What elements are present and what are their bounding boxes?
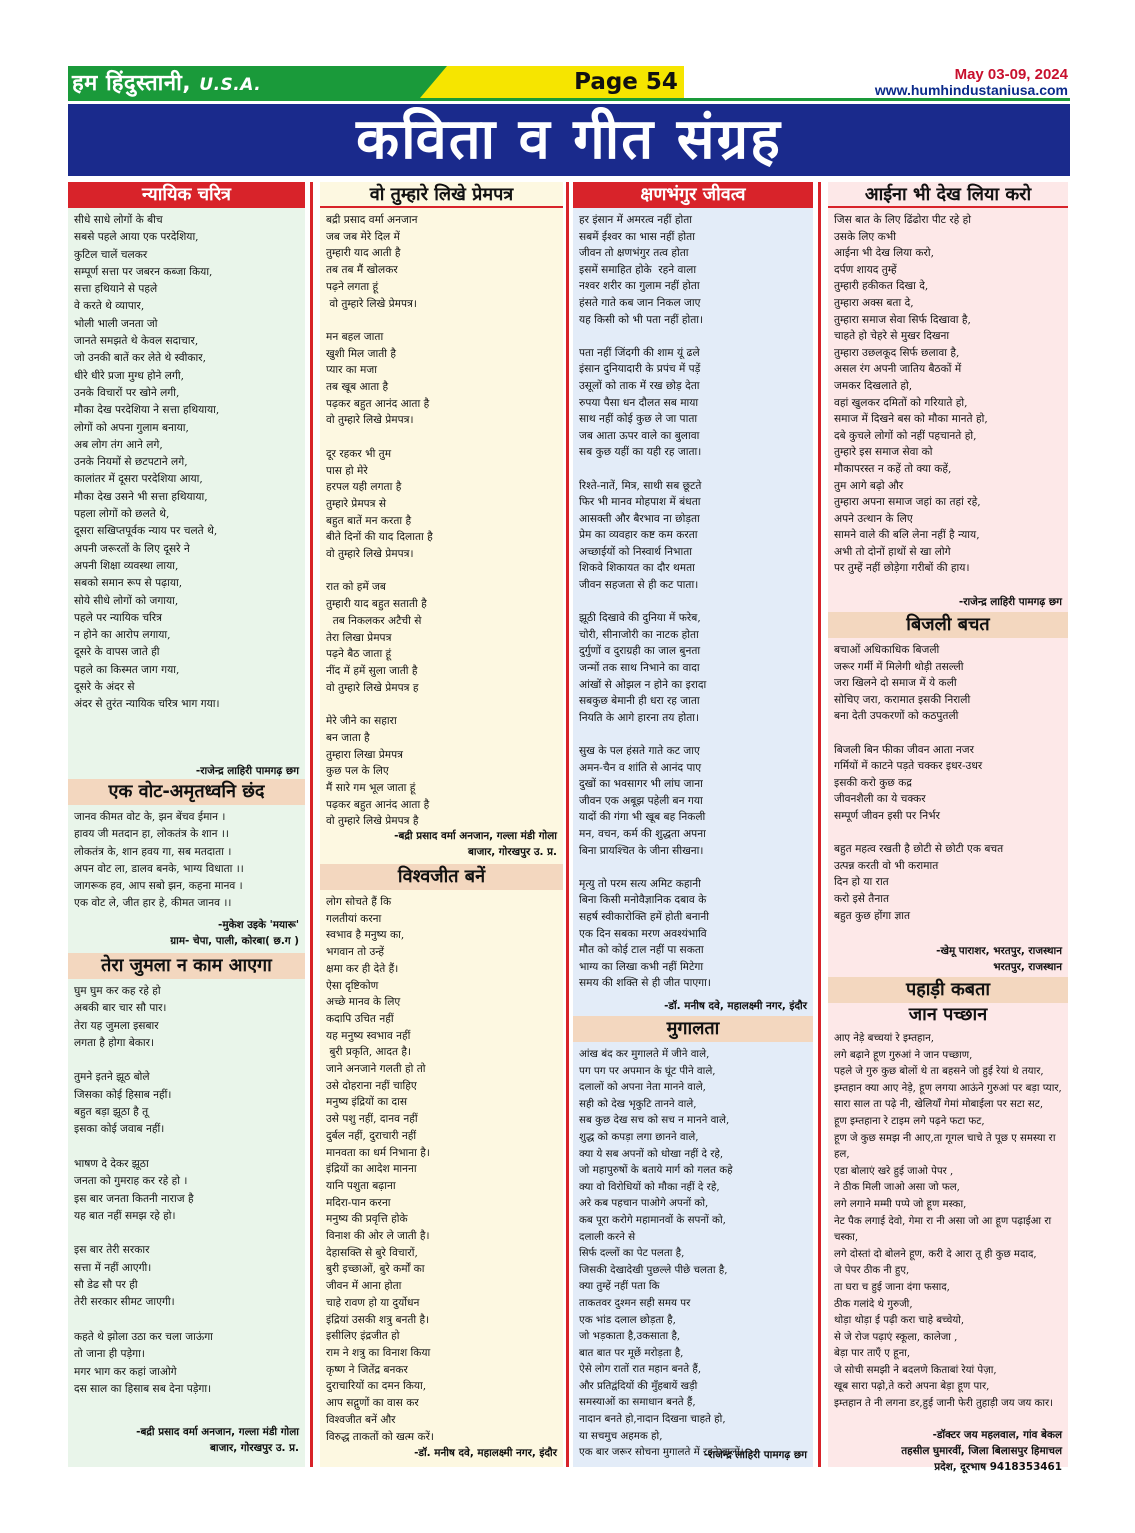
- poem-author: -डॉ. मनीष दवे, महालक्ष्मी नगर, इंदौर: [664, 1000, 807, 1012]
- poem-text: बचाओं अधिकाधिक बिजली जरूर गर्मी में मिलेगी थोड़ी तसल्ली जरा खिलने दो समाज में ये कली सोचिए जरा, करामात इसकी निराली बना देती उपकरणों को कठपुतली बिजली बिन फीका जीवन आता नजर गर्मियों में काटने पड़ते चक्कर इधर-उधर इसकी करो कुछ कद्र जीवनशैली का ये चक्कर सम्पूर्ण जीवन इसी पर निर्भर बहुत महत्व रखती है छोटी से छोटी एक बचत उत्पन्न करती वो भी करामात दिन हो या रात करो इसे तैनात बहुत कुछ होंगा ज्ञात: [834, 644, 1004, 922]
- poem-author: -खेमू पाराशर, भरतपुर, राजस्थान भरतपुर, राजस्थान: [936, 945, 1062, 973]
- poem-author: -बद्री प्रसाद वर्मा अनजान, गल्ला मंडी गोला बाजार, गोरखपुर उ. प्र.: [136, 1426, 299, 1454]
- page-number: Page 54: [568, 66, 684, 98]
- column-divider: [310, 182, 313, 1467]
- brand-logo: [72, 67, 261, 97]
- poem-title: बिजली बचत: [828, 612, 1068, 638]
- column-divider: [818, 182, 821, 1467]
- poem-title: पहाड़ी कबता: [828, 977, 1068, 1003]
- column-4: [828, 182, 1068, 1473]
- poem-title: तेरा जुमला न काम आएगा: [68, 953, 305, 979]
- poem-title: क्षणभंगुर जीवत्व: [573, 182, 813, 208]
- brand-bar-accent: [420, 66, 570, 98]
- poem-author: -डॉक्टर जय महलवाल, गांव बेकल तहसील घुमारवीं, जिला बिलासपुर हिमाचल प्रदेश, दूरभाष 9418353461: [901, 1429, 1062, 1473]
- poem-text: जानव कीमत वोट के, झन बेंचव ईमान । हावय जी मतदान हा, लोकतंत्र के शान ।। लोकतंत्र के, शान हवय गा, सब मतदाता । अपन वोट ला, डालव बनके, भाग्य विधाता ।। जागरूक हव, आप सबो झन, कहना मानव । एक वोट ले, जीत हार हे, कीमत जानव ।।: [74, 811, 244, 910]
- poem-text: आंख बंद कर मुगालते में जीने वाले, पग पग पर अपमान के घूंट पीने वाले, दलालों को अपना नेता मानने वाले, सही को देख भृकुटि तानने वाले, सब कुछ देख सच को सच न मानने वाले, शुद्ध को कपड़ा लगा छानने वाले, क्या ये सब अपनों को धोखा नहीं दे रहे, जो महापुरुषों के बताये मार्ग को गलत कहे क्या वो विरोधियों को मौका नहीं दे रहे, अरे कब पहचान पाओगे अपनों को, कब पूरा करोगे महामानवों के सपनों को, दलाली करने से सिर्फ दल्लों का पेट पलता है, जिसकी देखादेखी पुछल्ले पीछे चलता है, क्या तुम्हें नहीं पता कि ताकतवर दुश्मन सही समय पर एक भांड दलाल छोड़ता है, जो भड़काता है,उकसाता है, बात बात पर मूछें मरोड़ता है, ऐसे लोग रातों रात महान बनते हैं, और प्रतिद्वंदियों की मुँहबायें खड़ी समस्याओं का समाधान बनते हैं, नादान बनते हो,नादान दिखना चाहते हो, या सचमुच अहमक हो, एक बार जरूर सोचना मुगालते में रहने वालों।: [579, 1048, 744, 1459]
- poem-subtitle: जान पच्छान: [908, 1004, 988, 1025]
- poem-text: जिस बात के लिए ढिंढोरा पीट रहे हो उसके लिए कभी आईना भी देख लिया करो, दर्पण शायद तुम्हें तुम्हारी हकीकत दिखा दे, तुम्हारा अक्स बता दे, तुम्हारा समाज सेवा सिर्फ दिखावा है, चाहते हो चेहरे से मुखर दिखना तुम्हारा उछलकूद सिर्फ छलावा है, असल रंग अपनी जातिय बैठकों में जमकर दिखलाते हो, वहां खुलकर दमितों को गरियाते हो, समाज में दिखने बस को मौका मानते हो, दबे कुचले लोगों को नहीं पहचानते हो, तुम्हारे इस समाज सेवा को मौकापरस्त न कहें तो क्या कहें, तुम आगे बढ़ो और तुम्हारा अपना समाज जहां का तहां रहे, अपने उत्थान के लिए सामने वाले की बलि लेना नहीं है न्याय, अभी तो दोनों हाथों से खा लोगे पर तुम्हें नहीं छोड़ेगा गरीबों की हाय।: [834, 214, 988, 575]
- poem-title: वो तुम्हारे लिखे प्रेमपत्र: [320, 182, 563, 208]
- masthead: [68, 66, 1070, 98]
- brand-name: हम हिंदुस्तानी,: [72, 71, 192, 96]
- page-title: कविता व गीत संग्रह: [356, 107, 782, 172]
- brand-suffix: U.S.A.: [199, 75, 262, 95]
- poem-text: घुम घुम कर कह रहे हो अबकी बार चार सौ पार। तेरा यह जुमला इसबार लगता है होगा बेकार। तुमने इतने झूठ बोले जिसका कोई हिसाब नहीं। बहुत बड़ा झूठा है तू इसका कोई जवाब नहीं। भाषण दे देकर झूठा जनता को गुमराह कर रहे हो । इस बार जनता कितनी नाराज है यह बात नहीं समझ रहे हो। इस बार तेरी सरकार सत्ता में नहीं आएगी। सौ डेढ सौ पर ही तेरी सरकार सीमट जाएगी। कहते थे झोला उठा कर चला जाऊंगा तो जाना ही पड़ेगा। मगर भाग कर कहां जाओगे दस साल का हिसाब सब देना पड़ेगा।: [74, 985, 213, 1395]
- issue-date: May 03-09, 2024: [954, 66, 1068, 83]
- poem-author: -डॉ. मनीष दवे, महालक्ष्मी नगर, इंदौर: [414, 1447, 557, 1459]
- poem-title: न्यायिक चरित्र: [68, 182, 305, 208]
- poem-author: -राजेन्द्र लाहिरी पामगढ़ छग: [195, 765, 299, 777]
- poem-author: -राजेन्द्र लाहिरी पामगढ़ छग: [958, 596, 1062, 608]
- poem-text: बद्री प्रसाद वर्मा अनजान जब जब मेरे दिल में तुम्हारी याद आती है तब तब मैं खोलकर पढ़ने लगता हूं वो तुम्हारे लिखे प्रेमपत्र। मन बहल जाता खुशी मिल जाती है प्यार का मजा तब खूब आता है पढ़कर बहुत आनंद आता है वो तुम्हारे लिखे प्रेमपत्र। दूर रहकर भी तुम पास हो मेरे हरपल यही लगता है तुम्हारे प्रेमपत्र से बहुत बातें मन करता है बीते दिनों की याद दिलाता है वो तुम्हारे लिखे प्रेमपत्र। रात को हमें जब तुम्हारी याद बहुत सताती है तब निकलकर अटैची से तेरा लिखा प्रेमपत्र पढ़ने बैठ जाता हूं नींद में हमें सुला जाती है वो तुम्हारे लिखे प्रेमपत्र ह मेरे जीने का सहारा बन जाता है तुम्हारा लिखा प्रेमपत्र कुछ पल के लिए मैं सारे गम भूल जाता हूं पढ़कर बहुत आनंद आता है वो तुम्हारे लिखे प्रेमपत्र है: [326, 214, 433, 828]
- column-1: [68, 182, 305, 1467]
- poem-text: सीधे साधे लोगों के बीच सबसे पहले आया एक परदेशिया, कुटिल चालें चलकर सम्पूर्ण सत्ता पर जबरन कब्जा किया, सत्ता हथियाने से पहले वे करते थे व्यापार, भोली भाली जनता जो जानते समझते थे केवल सदाचार, जो उनकी बातें कर लेते थे स्वीकार, धीरे धीरे प्रजा मुग्ध होने लगी, उनके विचारों पर खोने लगी, मौका देख परदेशिया ने सत्ता हथियाया, लोगों को अपना गुलाम बनाया, अब लोग तंग आने लगे, उनके नियमों से छटपटाने लगे, कालांतर में दूसरा परदेशिया आया, मौका देख उसने भी सत्ता हथियाया, पहला लोगों को छलते थे, दूसरा सखिप्तपूर्वक न्याय पर चलते थे, अपनी जरूरतों के लिए दूसरे ने अपनी शिक्षा व्यवस्था लाया, सबको समान रूप से पढ़ाया, सोये सीधे लोगों को जगाया, पहले पर न्यायिक चरित्र न होने का आरोप लगाया, दूसरे के वापस जाते ही पहले का किस्मत जाग गया, दूसरे के अंदर से अंदर से तुरंत न्यायिक चरित्र भाग गया।: [74, 214, 220, 711]
- poem-author: -बद्री प्रसाद वर्मा अनजान, गल्ला मंडी गोला बाजार, गोरखपुर उ. प्र.: [394, 830, 557, 858]
- section-banner: [68, 104, 1070, 176]
- poem-author: -राजेन्द्र लाहिरी पामगढ़ छग: [703, 1449, 807, 1461]
- poem-title: मुगालता: [573, 1016, 813, 1042]
- poem-author: -मुकेश उइके 'मयारू' ग्राम- चेपा, पाली, कोरबा( छ.ग ): [170, 919, 299, 947]
- poem-title: विश्वजीत बनें: [320, 864, 563, 890]
- column-2: [320, 182, 563, 1467]
- column-3: [573, 182, 813, 1467]
- column-divider: [566, 182, 569, 1467]
- website-link[interactable]: www.humhindustaniusa.com: [874, 82, 1068, 98]
- poem-text: आए नेड़े बच्चयां रे इम्तहान, लगे बढ़ाने हूण गुरुआं ने जान पच्छाण, पहले जे गुरु कुछ बोलों थे ता बहसने जो हुई रेयां थे तयार, इम्तहान क्या आए नेड़े, हूण लगया आऊंने गुरुआं पर बड़ा प्यार, सारा साल ता पढ़े नी, खेलियाँ गेमां मोबाईला पर सटा सट, हूण इम्तहाना रे टाइम लगे पढ़ने फटा फट, हूण जे कुछ समझ नी आए,ता गूगल चाचे ते पूछ ए समस्या रा हल, एडा बोलाएं खरे हुई जाओ पेपर , ने ठीक मिली जाओ असा जो फल, लगे लगाने मम्मी पप्पे जो हूण मस्का, नेट पैक लगाई देवो, गेमा रा नी असा जो आ हूण पढ़ाईआ रा चस्का, लगे दोस्तां दो बोलने हूण, करी दे आरा तू ही कुछ मदाद, जे पेपर ठीक नी हुए, ता घरा च हुई जाना दंगा फसाद, ठीक गलांदे थे गुरुजी, थोड़ा थोड़ा ई पढ़ी करा चाहे बच्चेयो, से जे रोज पढ़ाएं स्कूला, कालेजा , बेड़ा पार ताएँ ए हूना, जे सोची समझी ने बदलणे किताबां रेयां पेज़ा, खूब सारा पढ़ो,ते करो अपना बेड़ा हूण पार, इम्तहान ते नी लगना डर,हुई जानी फेरी तुहाड़ी जय जय कार।: [834, 1033, 1062, 1410]
- poem-title: आईना भी देख लिया करो: [828, 182, 1068, 208]
- brand-bar: [68, 66, 570, 98]
- poem-text: लोग सोचते हैं कि गलतीयां करना स्वभाव है मनुष्य का, भगवान तो उन्हें क्षमा कर ही देते हैं। ऐसा दृष्टिकोण अच्छे मानव के लिए कदापि उचित नहीं यह मनुष्य स्वभाव नहीं बुरी प्रकृति, आदत है। जाने अनजाने गलती हो तो उसे दोहराना नहीं चाहिए मनुष्य इंद्रियों का दास उसे पशु नहीं, दानव नहीं दुर्बल नहीं, दुराचारी नहीं मानवता का धर्म निभाना है। इंद्रियों का आदेश मानना यानि पशुता बढ़ाना मदिरा-पान करना मनुष्य की प्रवृत्ति होके विनाश की ओर ले जाती है। देहासक्ति से बुरे विचारों, बुरी इच्छाओं, बुरे कर्मों का जीवन में आना होता चाहे रावण हो या दुर्योधन इंद्रियां उसकी शत्रु बनती है। इसीलिए इंद्रजीत हो राम ने शत्रु का विनाश किया कृष्ण ने जितेंद्र बनकर दुराचारियों का दमन किया, आप सद्गुणों का वास कर विश्वजीत बनें और विरुद्ध ताकतों को खत्म करें।: [326, 896, 434, 1443]
- masthead-rule: [68, 98, 1070, 101]
- poem-title: एक वोट-अमृतध्वनि छंद: [68, 779, 305, 805]
- poem-text: हर इंसान में अमरत्व नहीं होता सबमें ईश्वर का भास नहीं होता जीवन तो क्षणभंगुर तत्व होता इसमें समाहित होके रहने वाला नश्वर शरीर का गुलाम नहीं होता हंसते गाते कब जान निकल जाए यह किसी को भी पता नहीं होता। पता नहीं जिंदगी की शाम यूं ढले इंसान दुनियादारी के प्रपंच में पड़ें उसूलों को ताक में रख छोड़ देता रुपया पैसा धन दौलत सब माया साथ नहीं कोई कुछ ले जा पाता जब आता ऊपर वाले का बुलावा सब कुछ यहीं का यही रह जाता। रिश्ते-नातें, मित्र, साथी सब छूटते फिर भी मानव मोहपाश में बंधता आसक्ती और बैरभाव ना छोड़ता प्रेम का व्यवहार कष्ट कम करता अच्छाईयों को निस्वार्थ निभाता शिकवे शिकायत का दौर थमता जीवन सहजता से ही कट पाता। झूठी दिखावे की दुनिया में फरेब, चोरी, सीनाजोरी का नाटक होता दुर्गुणों व दुराग्रही का जाल बुनता जन्मों तक साथ निभाने का वादा आंखों से ओझल न होने का इरादा सबकुछ बेमानी ही धरा रह जाता नियति के आगे हारना तय होता। सुख के पल हंसते गाते कट जाए अमन-चैन व शांति से आनंद पाए दुखों का भवसागर भी लांघ जाना जीवन एक अबूझ पहेली बन गया यादों की गंगा भी खूब बह निकली मन, वचन, कर्म की शुद्धता अपना बिना प्रायश्चित के जीना सीखना। मृत्यु तो परम सत्य अमिट कहानी बिना किसी मनोवैज्ञानिक दबाव के सहर्ष स्वीकारोक्ति हमें होती बनानी एक दिन सबका मरण अवश्यंभावि मौत को कोई टाल नहीं पा सकता भाग्य का लिखा कभी नहीं मिटेगा समय की शक्ति से ही जीत पाएगा।: [579, 214, 711, 990]
